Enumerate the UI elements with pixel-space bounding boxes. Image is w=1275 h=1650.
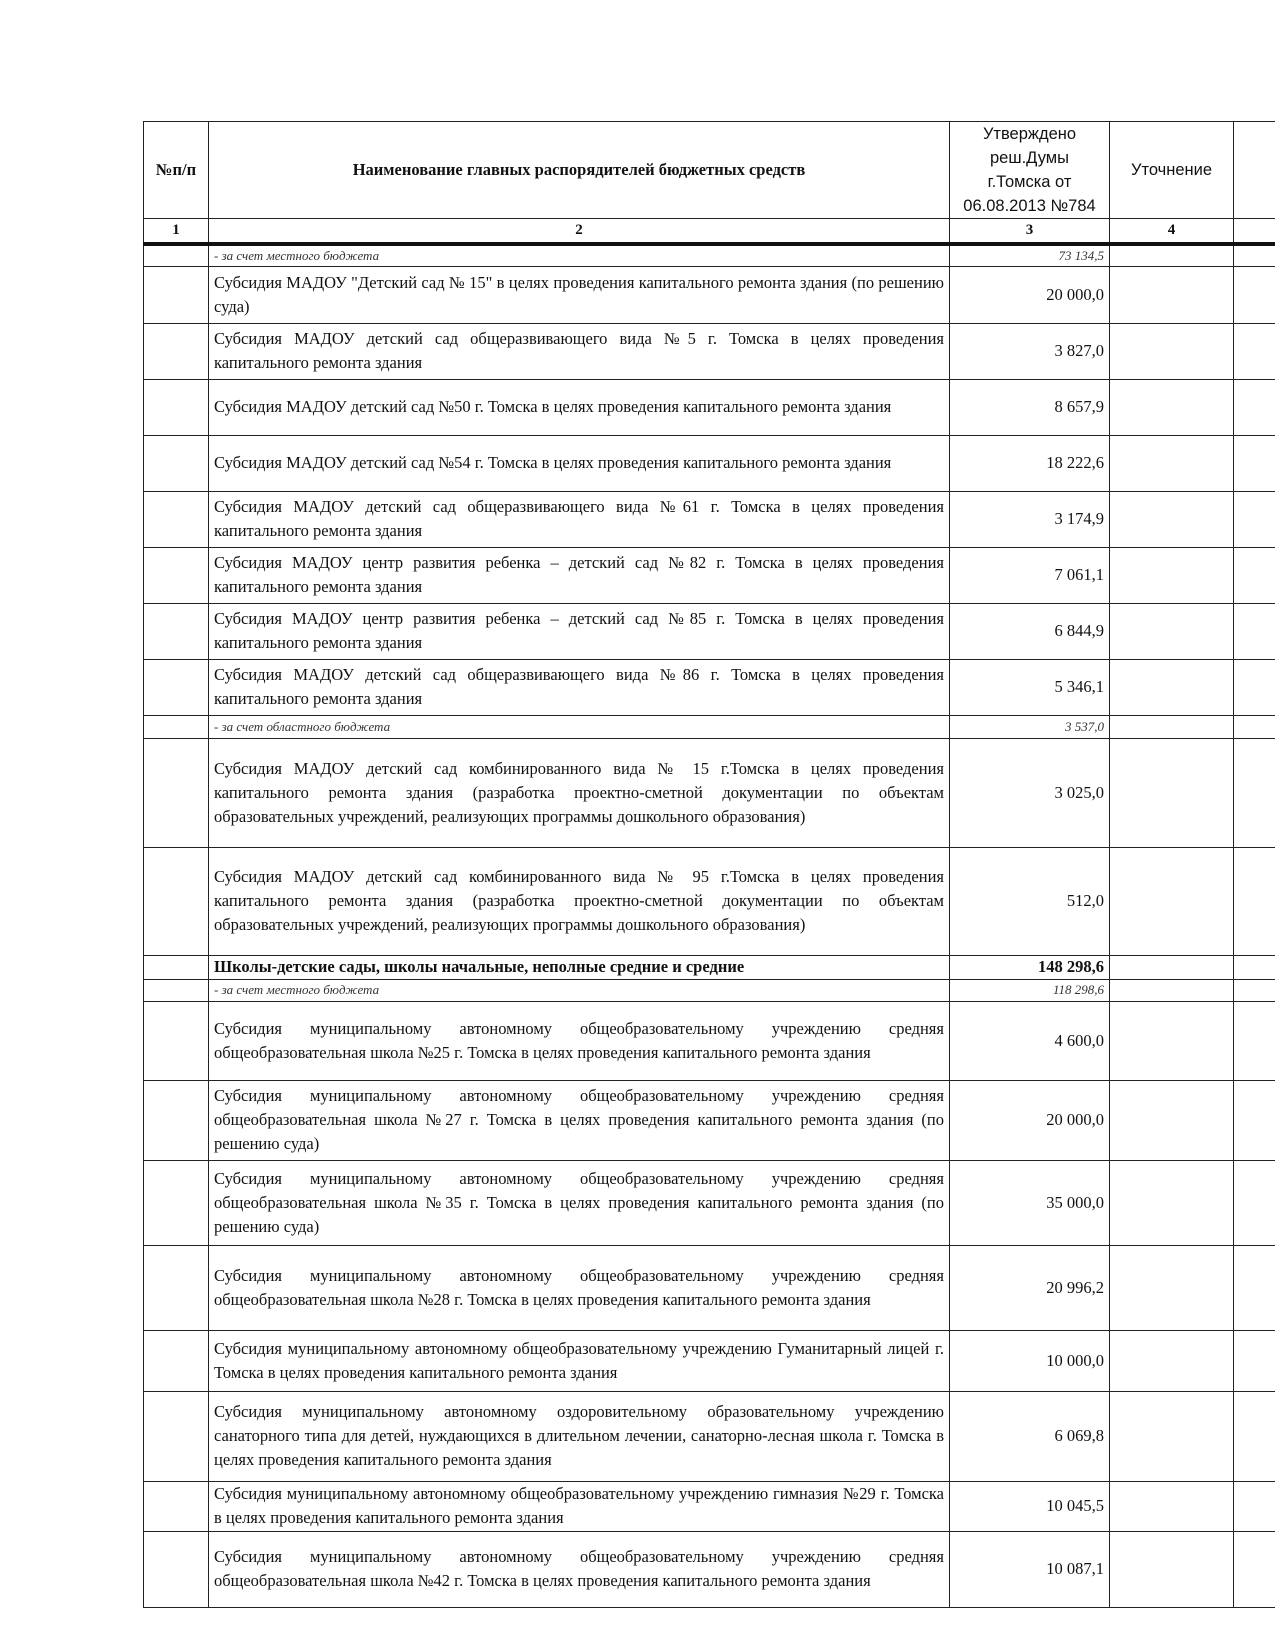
header-num: №п/п (144, 122, 209, 219)
table-row (144, 847, 1275, 955)
row-name: Субсидия МАДОУ "Детский сад № 15" в целях проведения капитального ремонта здания (по решению суда) (209, 266, 950, 323)
table-row (144, 1001, 1275, 1080)
row-name: Субсидия МАДОУ детский сад общеразвивающего вида №61 г. Томска в целях проведения капитального ремонта здания (209, 491, 950, 547)
header-extra-cell (1234, 122, 1275, 219)
header-approved-line: г.Томска от (987, 173, 1072, 191)
row-name: Субсидия муниципальному автономному общеобразовательному учреждению средняя общеобразовательная школа №35 г. Томска в целях проведения капитального ремонта здания (по решению суда) (209, 1160, 950, 1245)
table-row (144, 955, 1275, 979)
table-row (144, 435, 1275, 491)
row-name: Субсидия МАДОУ центр развития ребенка – детский сад №82 г. Томска в целях проведения капитального ремонта здания (209, 547, 950, 603)
header-name: Наименование главных распорядителей бюджетных средств (209, 122, 950, 219)
row-amount: 20 000,0 (950, 266, 1110, 323)
table-row (144, 603, 1275, 659)
column-numbers-row (144, 219, 1275, 244)
table-row (144, 323, 1275, 379)
row-name: Субсидия муниципальному автономному общеобразовательному учреждению средняя общеобразовательная школа №42 г. Томска в целях проведения капитального ремонта здания (209, 1531, 950, 1607)
row-name: Субсидия муниципальному автономному общеобразовательному учреждению средняя общеобразовательная школа №27 г. Томска в целях проведения капитального ремонта здания (по решению суда) (209, 1080, 950, 1160)
row-amount: 10 045,5 (950, 1481, 1110, 1531)
column-number: 3 (950, 219, 1110, 244)
row-amount: 10 087,1 (950, 1531, 1110, 1607)
table-row (144, 1531, 1275, 1607)
row-name: Субсидия МАДОУ детский сад общеразвивающего вида №86 г. Томска в целях проведения капитального ремонта здания (209, 659, 950, 715)
table-row (144, 379, 1275, 435)
row-amount: 5 346,1 (950, 659, 1110, 715)
row-amount: 3 537,0 (950, 715, 1110, 738)
table-row (144, 1160, 1275, 1245)
row-name: Субсидия МАДОУ детский сад №54 г. Томска в целях проведения капитального ремонта здания (209, 435, 950, 491)
row-amount: 148 298,6 (950, 955, 1110, 979)
table-row (144, 1080, 1275, 1160)
row-name: Субсидия МАДОУ детский сад комбинированного вида № 95 г.Томска в целях проведения капитального ремонта здания (разработка проектно-сметной документации по объектам образовательных учреждений, реализующих программы дошкольного образования) (209, 847, 950, 955)
table-row (144, 491, 1275, 547)
row-amount: 6 844,9 (950, 603, 1110, 659)
row-amount: 8 657,9 (950, 379, 1110, 435)
table-row (144, 979, 1275, 1001)
row-name: Субсидия муниципальному автономному общеобразовательному учреждению гимназия №29 г. Томска в целях проведения капитального ремонта здания (209, 1481, 950, 1531)
row-amount: 6 069,8 (950, 1391, 1110, 1481)
row-name: Субсидия муниципальному автономному общеобразовательному учреждению Гуманитарный лицей г. Томска в целях проведения капитального ремонта здания (209, 1330, 950, 1391)
table-row (144, 547, 1275, 603)
row-amount: 118 298,6 (950, 979, 1110, 1001)
row-name: Субсидия МАДОУ детский сад №50 г. Томска в целях проведения капитального ремонта здания (209, 379, 950, 435)
table-row (144, 266, 1275, 323)
row-name: Субсидия МАДОУ детский сад комбинированного вида № 15 г.Томска в целях проведения капитального ремонта здания (разработка проектно-сметной документации по объектам образовательных учреждений, реализующих программы дошкольного образования) (209, 738, 950, 847)
row-amount: 3 025,0 (950, 738, 1110, 847)
row-name: - за счет местного бюджета (209, 244, 950, 267)
row-amount: 512,0 (950, 847, 1110, 955)
row-name: - за счет местного бюджета (209, 979, 950, 1001)
row-amount: 73 134,5 (950, 244, 1110, 267)
row-name: Субсидия МАДОУ центр развития ребенка – детский сад №85 г. Томска в целях проведения капитального ремонта здания (209, 603, 950, 659)
table-row (144, 715, 1275, 738)
row-amount: 3 174,9 (950, 491, 1110, 547)
row-amount: 7 061,1 (950, 547, 1110, 603)
row-name: Школы-детские сады, школы начальные, неполные средние и средние (209, 955, 950, 979)
row-amount: 20 000,0 (950, 1080, 1110, 1160)
row-name: Субсидия муниципальному автономному оздоровительному образовательному учреждению санаторного типа для детей, нуждающихся в длительном лечении, санаторно-лесная школа г. Томска в целях проведения капитального ремонта здания (209, 1391, 950, 1481)
column-number: 2 (209, 219, 950, 244)
row-amount: 10 000,0 (950, 1330, 1110, 1391)
row-name: Субсидия муниципальному автономному общеобразовательному учреждению средняя общеобразовательная школа №28 г. Томска в целях проведения капитального ремонта здания (209, 1245, 950, 1330)
header-row (144, 122, 1275, 219)
table-row (144, 1245, 1275, 1330)
table-row (144, 659, 1275, 715)
header-approved (950, 122, 1110, 219)
table-row (144, 244, 1275, 267)
row-name: - за счет областного бюджета (209, 715, 950, 738)
table-row (144, 738, 1275, 847)
table-row (144, 1481, 1275, 1531)
header-approved-line: реш.Думы (990, 149, 1069, 167)
row-amount: 4 600,0 (950, 1001, 1110, 1080)
row-name: Субсидия МАДОУ детский сад общеразвивающего вида №5 г. Томска в целях проведения капитального ремонта здания (209, 323, 950, 379)
column-number (1234, 219, 1275, 244)
header-approved-line: 06.08.2013 №784 (963, 197, 1096, 215)
column-number: 4 (1110, 219, 1234, 244)
header-clarification: Уточнение (1110, 122, 1234, 219)
row-amount: 3 827,0 (950, 323, 1110, 379)
row-amount: 35 000,0 (950, 1160, 1110, 1245)
budget-table (143, 121, 1275, 1608)
header-approved-line: Утверждено (982, 125, 1077, 143)
table-row (144, 1391, 1275, 1481)
row-amount: 18 222,6 (950, 435, 1110, 491)
row-amount: 20 996,2 (950, 1245, 1110, 1330)
column-number: 1 (144, 219, 209, 244)
table-row (144, 1330, 1275, 1391)
row-name: Субсидия муниципальному автономному общеобразовательному учреждению средняя общеобразовательная школа №25 г. Томска в целях проведения капитального ремонта здания (209, 1001, 950, 1080)
